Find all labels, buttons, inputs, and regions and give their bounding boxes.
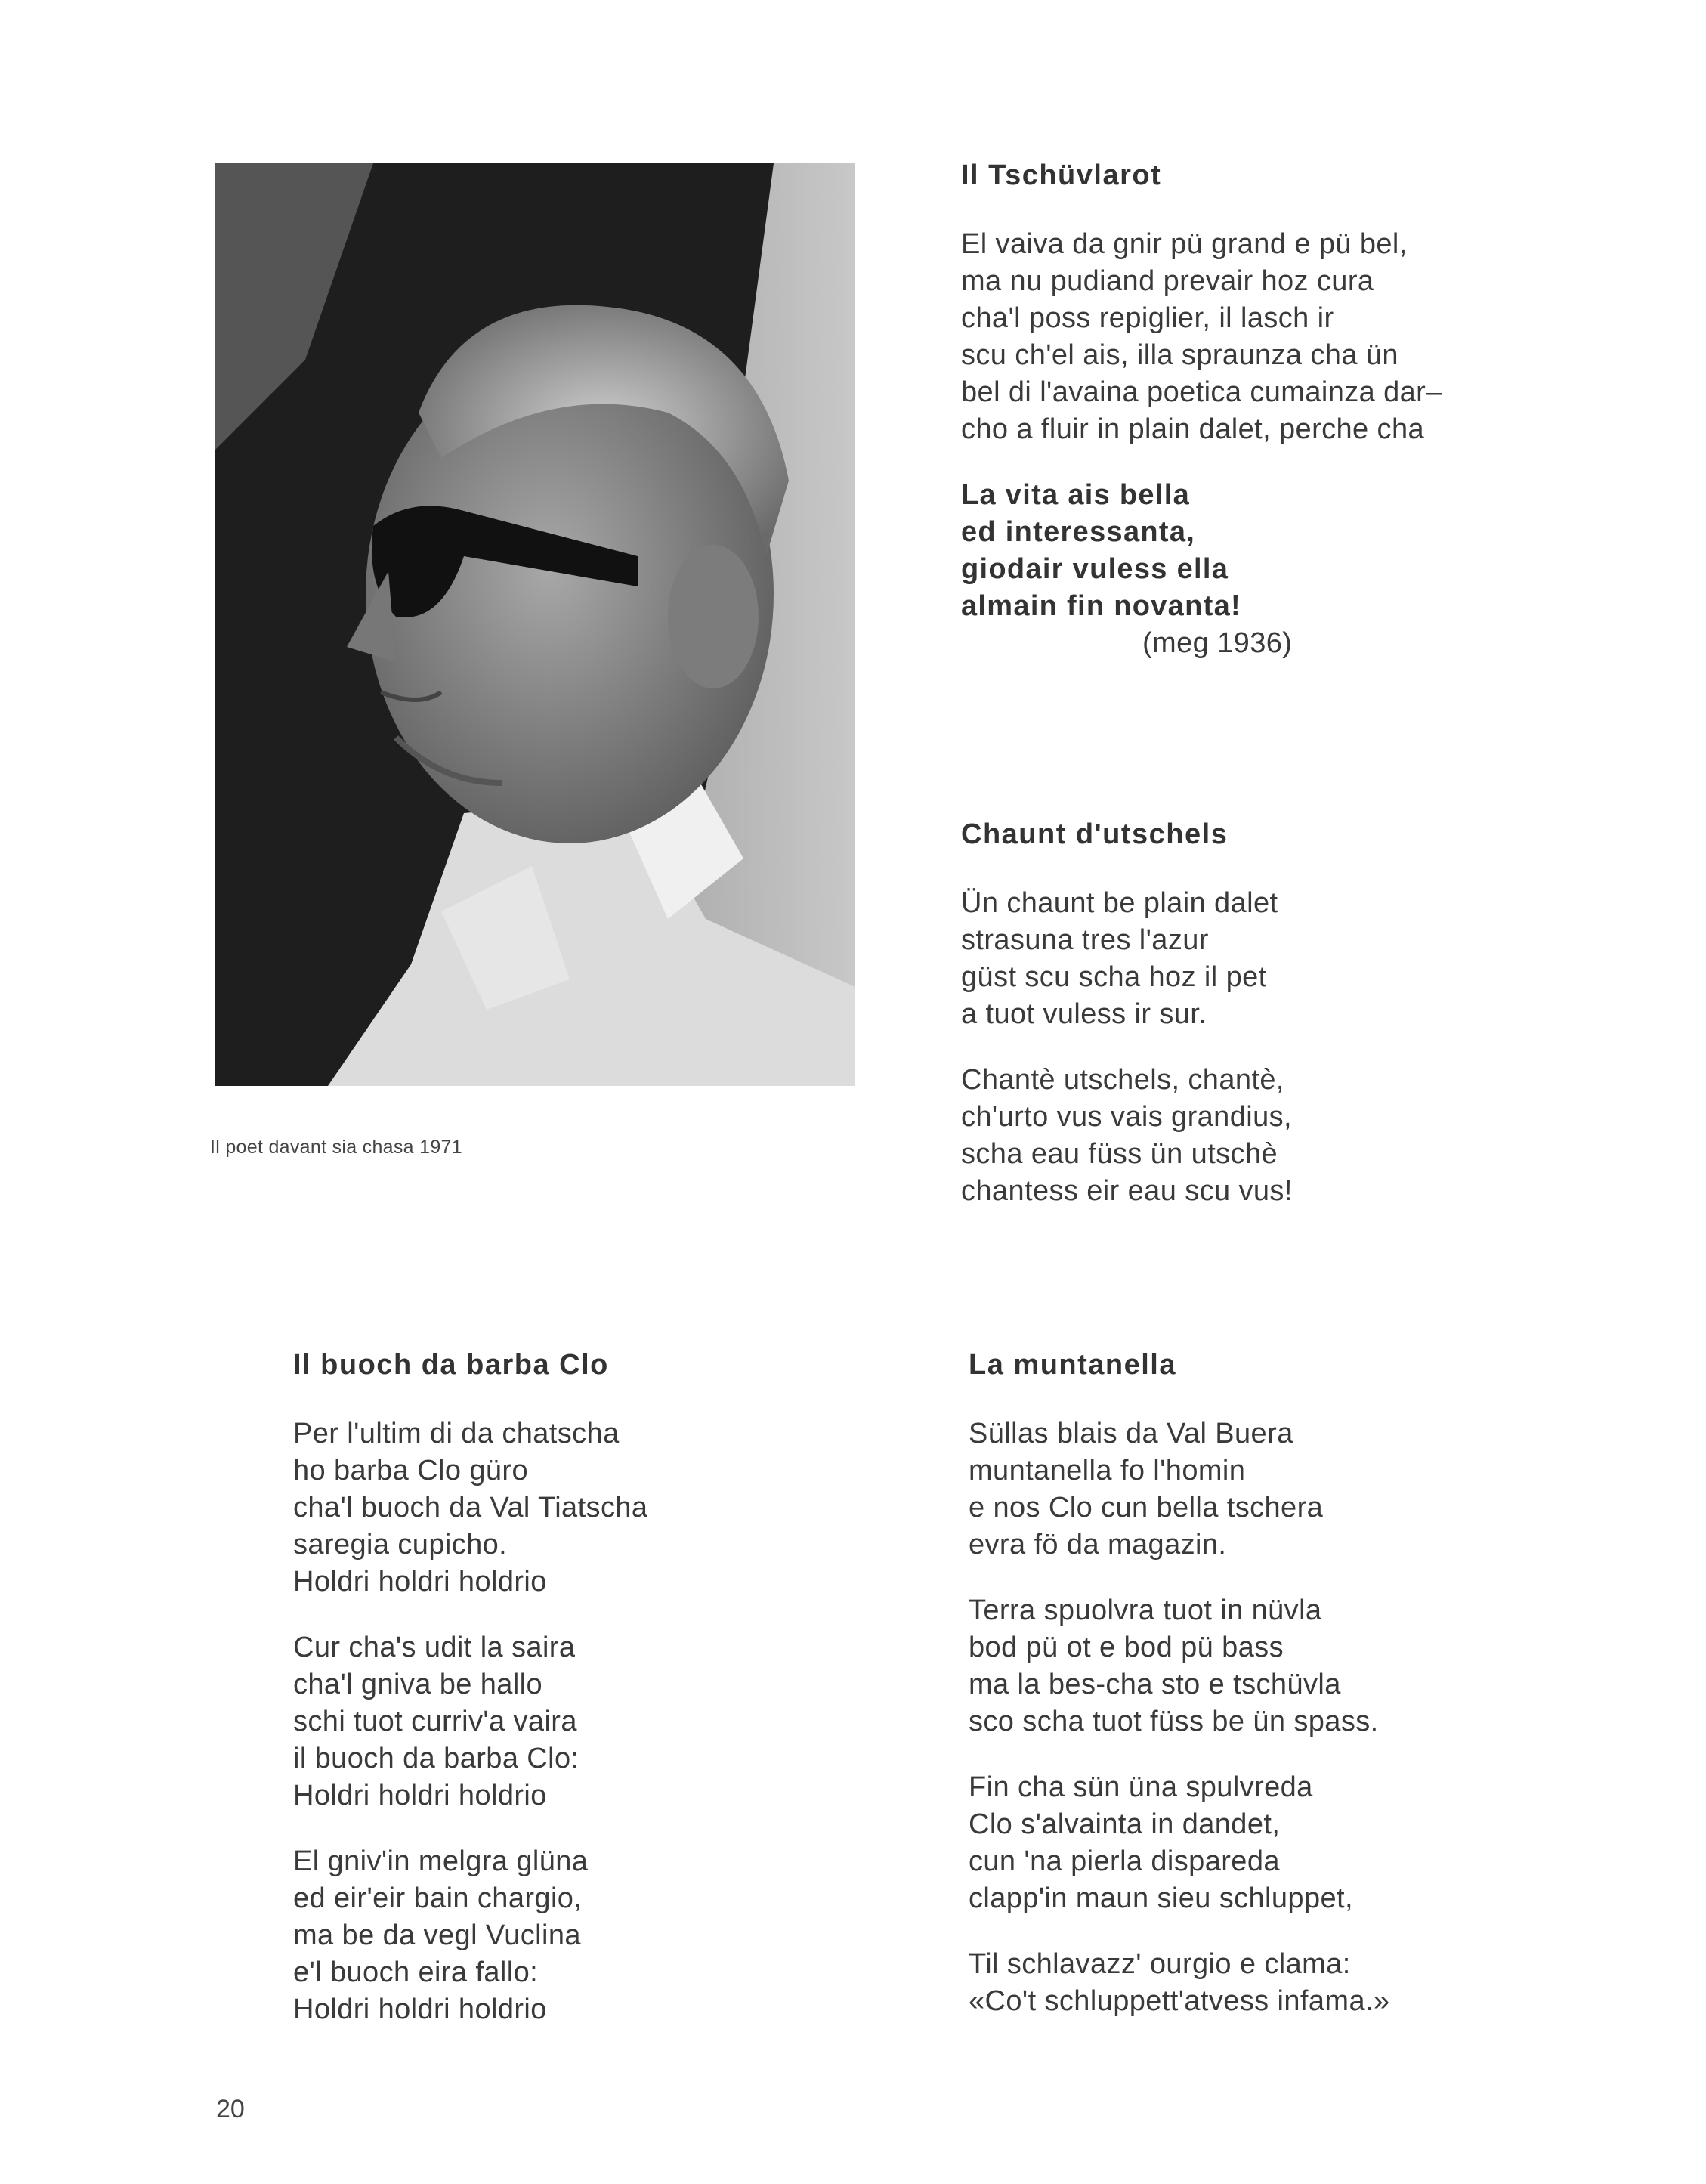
poem-line: güst scu scha hoz il pet <box>961 961 1267 994</box>
poem-line: schi tuot curriv'a vaira <box>293 1706 577 1738</box>
poem-title: Il buoch da barba Clo <box>293 1349 609 1381</box>
poem-line: cun 'na pierla dispareda <box>969 1845 1280 1878</box>
poem-line: Per l'ultim di da chatscha <box>293 1418 620 1450</box>
stanza <box>961 885 1565 1033</box>
poem-line: bod pü ot e bod pü bass <box>969 1632 1284 1664</box>
poem-line: cha'l buoch da Val Tiatscha <box>293 1492 648 1524</box>
poem-line: scha eau füss ün utschè <box>961 1138 1278 1171</box>
poem-line: muntanella fo l'homin <box>969 1455 1246 1487</box>
poem-line: Holdri holdri holdrio <box>293 1566 547 1598</box>
poem-line: evra fö da magazin. <box>969 1529 1227 1561</box>
portrait-photo <box>215 163 855 1086</box>
poem-line: ed interessanta, <box>961 516 1196 549</box>
poem-line: «Co't schluppett'atvess infama.» <box>969 1985 1390 2018</box>
stanza <box>969 1769 1573 1917</box>
poem-line: clapp'in maun sieu schluppet, <box>969 1882 1353 1915</box>
stanza <box>969 1592 1573 1740</box>
poem-line: chantess eir eau scu vus! <box>961 1175 1293 1208</box>
prose-stanza <box>961 226 1565 448</box>
poem-chaunt <box>961 816 1565 1239</box>
poem-title: La muntanella <box>969 1349 1176 1381</box>
poem-line: Fin cha sün üna spulvreda <box>969 1771 1313 1804</box>
poem-line: Chantè utschels, chantè, <box>961 1064 1284 1097</box>
page-number: 20 <box>216 2095 245 2124</box>
poem-tschuvlarot <box>961 157 1565 662</box>
poem-line: cha'l gniva be hallo <box>293 1669 543 1701</box>
poem-line: ma la bes-cha sto e tschüvla <box>969 1669 1341 1701</box>
poem-line: Ün chaunt be plain dalet <box>961 887 1278 920</box>
poem-line: saregia cupicho. <box>293 1529 508 1561</box>
poem-line: cha'l poss repiglier, il lasch ir <box>961 302 1334 335</box>
portrait-photo-image <box>215 163 855 1086</box>
poem-line: cho a fluir in plain dalet, perche cha <box>961 413 1425 446</box>
poem-line: bel di l'avaina poetica cumainza dar– <box>961 376 1442 409</box>
poem-line: giodair vuless ella <box>961 553 1229 586</box>
stanza <box>969 1415 1573 1564</box>
stanza <box>293 1843 898 2028</box>
poem-line: Terra spuolvra tuot in nüvla <box>969 1595 1322 1627</box>
poem-line: e nos Clo cun bella tschera <box>969 1492 1324 1524</box>
poem-muntanella <box>969 1347 1573 2049</box>
poem-line: sco scha tuot füss be ün spass. <box>969 1706 1379 1738</box>
poem-line: Til schlavazz' ourgio e clama: <box>969 1948 1351 1981</box>
stanza <box>293 1415 898 1601</box>
poem-line: Holdri holdri holdrio <box>293 1994 547 2026</box>
poem-line: El vaiva da gnir pü grand e pü bel, <box>961 228 1408 261</box>
poem-line: almain fin novanta! <box>961 590 1241 623</box>
stanza <box>293 1629 898 1814</box>
poem-line: e'l buoch eira fallo: <box>293 1957 539 1989</box>
poem-signature: (meg 1936) <box>1142 627 1293 660</box>
poem-line: ho barba Clo güro <box>293 1455 529 1487</box>
photo-caption: Il poet davant sia chasa 1971 <box>210 1137 462 1158</box>
poem-line: strasuna tres l'azur <box>961 924 1209 957</box>
poem-title: Il Tschüvlarot <box>961 159 1162 191</box>
poem-line: ch'urto vus vais grandius, <box>961 1101 1292 1134</box>
poem-line: Clo s'alvainta in dandet, <box>969 1808 1281 1841</box>
bold-stanza <box>961 477 1565 625</box>
stanza <box>969 1946 1573 2020</box>
poem-buoch <box>293 1347 898 2057</box>
poem-line: ma be da vegl Vuclina <box>293 1920 581 1952</box>
poem-line: El gniv'in melgra glüna <box>293 1845 589 1878</box>
poem-line: ed eir'eir bain chargio, <box>293 1882 583 1915</box>
poem-line: ma nu pudiand prevair hoz cura <box>961 265 1374 298</box>
poem-line: a tuot vuless ir sur. <box>961 998 1207 1031</box>
poem-title: Chaunt d'utschels <box>961 818 1229 850</box>
poem-line: il buoch da barba Clo: <box>293 1743 579 1775</box>
poem-line: La vita ais bella <box>961 479 1191 512</box>
poem-line: Süllas blais da Val Buera <box>969 1418 1293 1450</box>
stanza <box>961 1062 1565 1210</box>
poem-line: Holdri holdri holdrio <box>293 1780 547 1812</box>
poem-line: Cur cha's udit la saira <box>293 1632 576 1664</box>
poem-line: scu ch'el ais, illa spraunza cha ün <box>961 339 1398 372</box>
